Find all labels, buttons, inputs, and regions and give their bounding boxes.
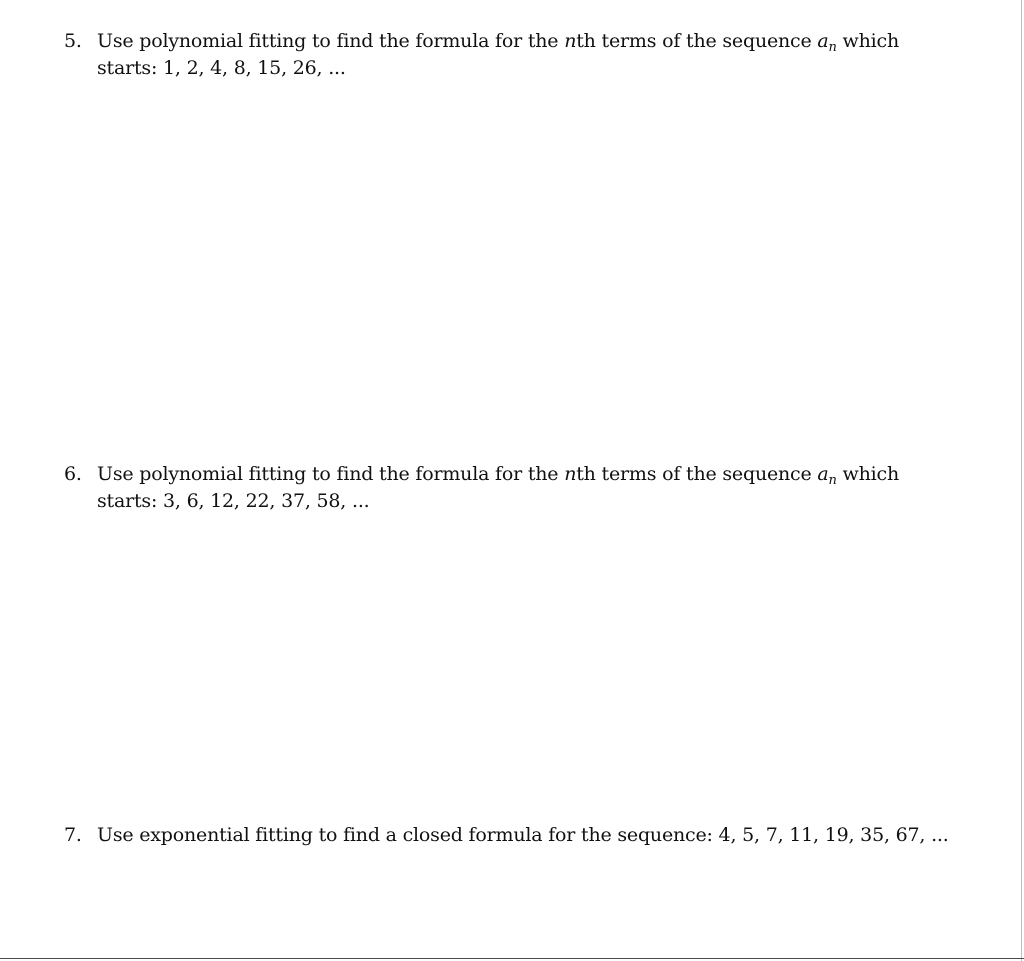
text-mid: th terms of the sequence (576, 463, 818, 485)
sequence-subscript: n (828, 40, 837, 55)
problem-text (97, 461, 964, 515)
sequence-variable: a (817, 463, 829, 485)
problem-text: Use exponential fitting to find a closed formula for the sequence: 4, 5, 7, 11, 19, 35, 67, ... (97, 824, 949, 846)
sequence-variable: a (817, 30, 829, 52)
sequence-subscript: n (828, 473, 837, 488)
problem-text (97, 28, 964, 82)
text-before: Use polynomial fitting to find the formula for the (97, 30, 565, 52)
problem-number: 6. (64, 463, 82, 485)
problem-6 (64, 461, 964, 515)
text-before: Use polynomial fitting to find the formula for the (97, 463, 565, 485)
problem-7 (64, 822, 964, 849)
problem-5 (64, 28, 964, 82)
text-after: which starts: 3, 6, 12, 22, 37, 58, ... (97, 463, 900, 512)
problem-number: 7. (64, 824, 82, 846)
italic-variable: n (564, 463, 577, 485)
text-mid: th terms of the sequence (576, 30, 818, 52)
page-edge-right (1021, 0, 1022, 961)
problem-number: 5. (64, 30, 82, 52)
italic-variable: n (564, 30, 577, 52)
sequence-symbol (817, 463, 837, 488)
page-edge-bottom (0, 958, 1024, 959)
text-after: which starts: 1, 2, 4, 8, 15, 26, ... (97, 30, 900, 79)
sequence-symbol (817, 30, 837, 55)
